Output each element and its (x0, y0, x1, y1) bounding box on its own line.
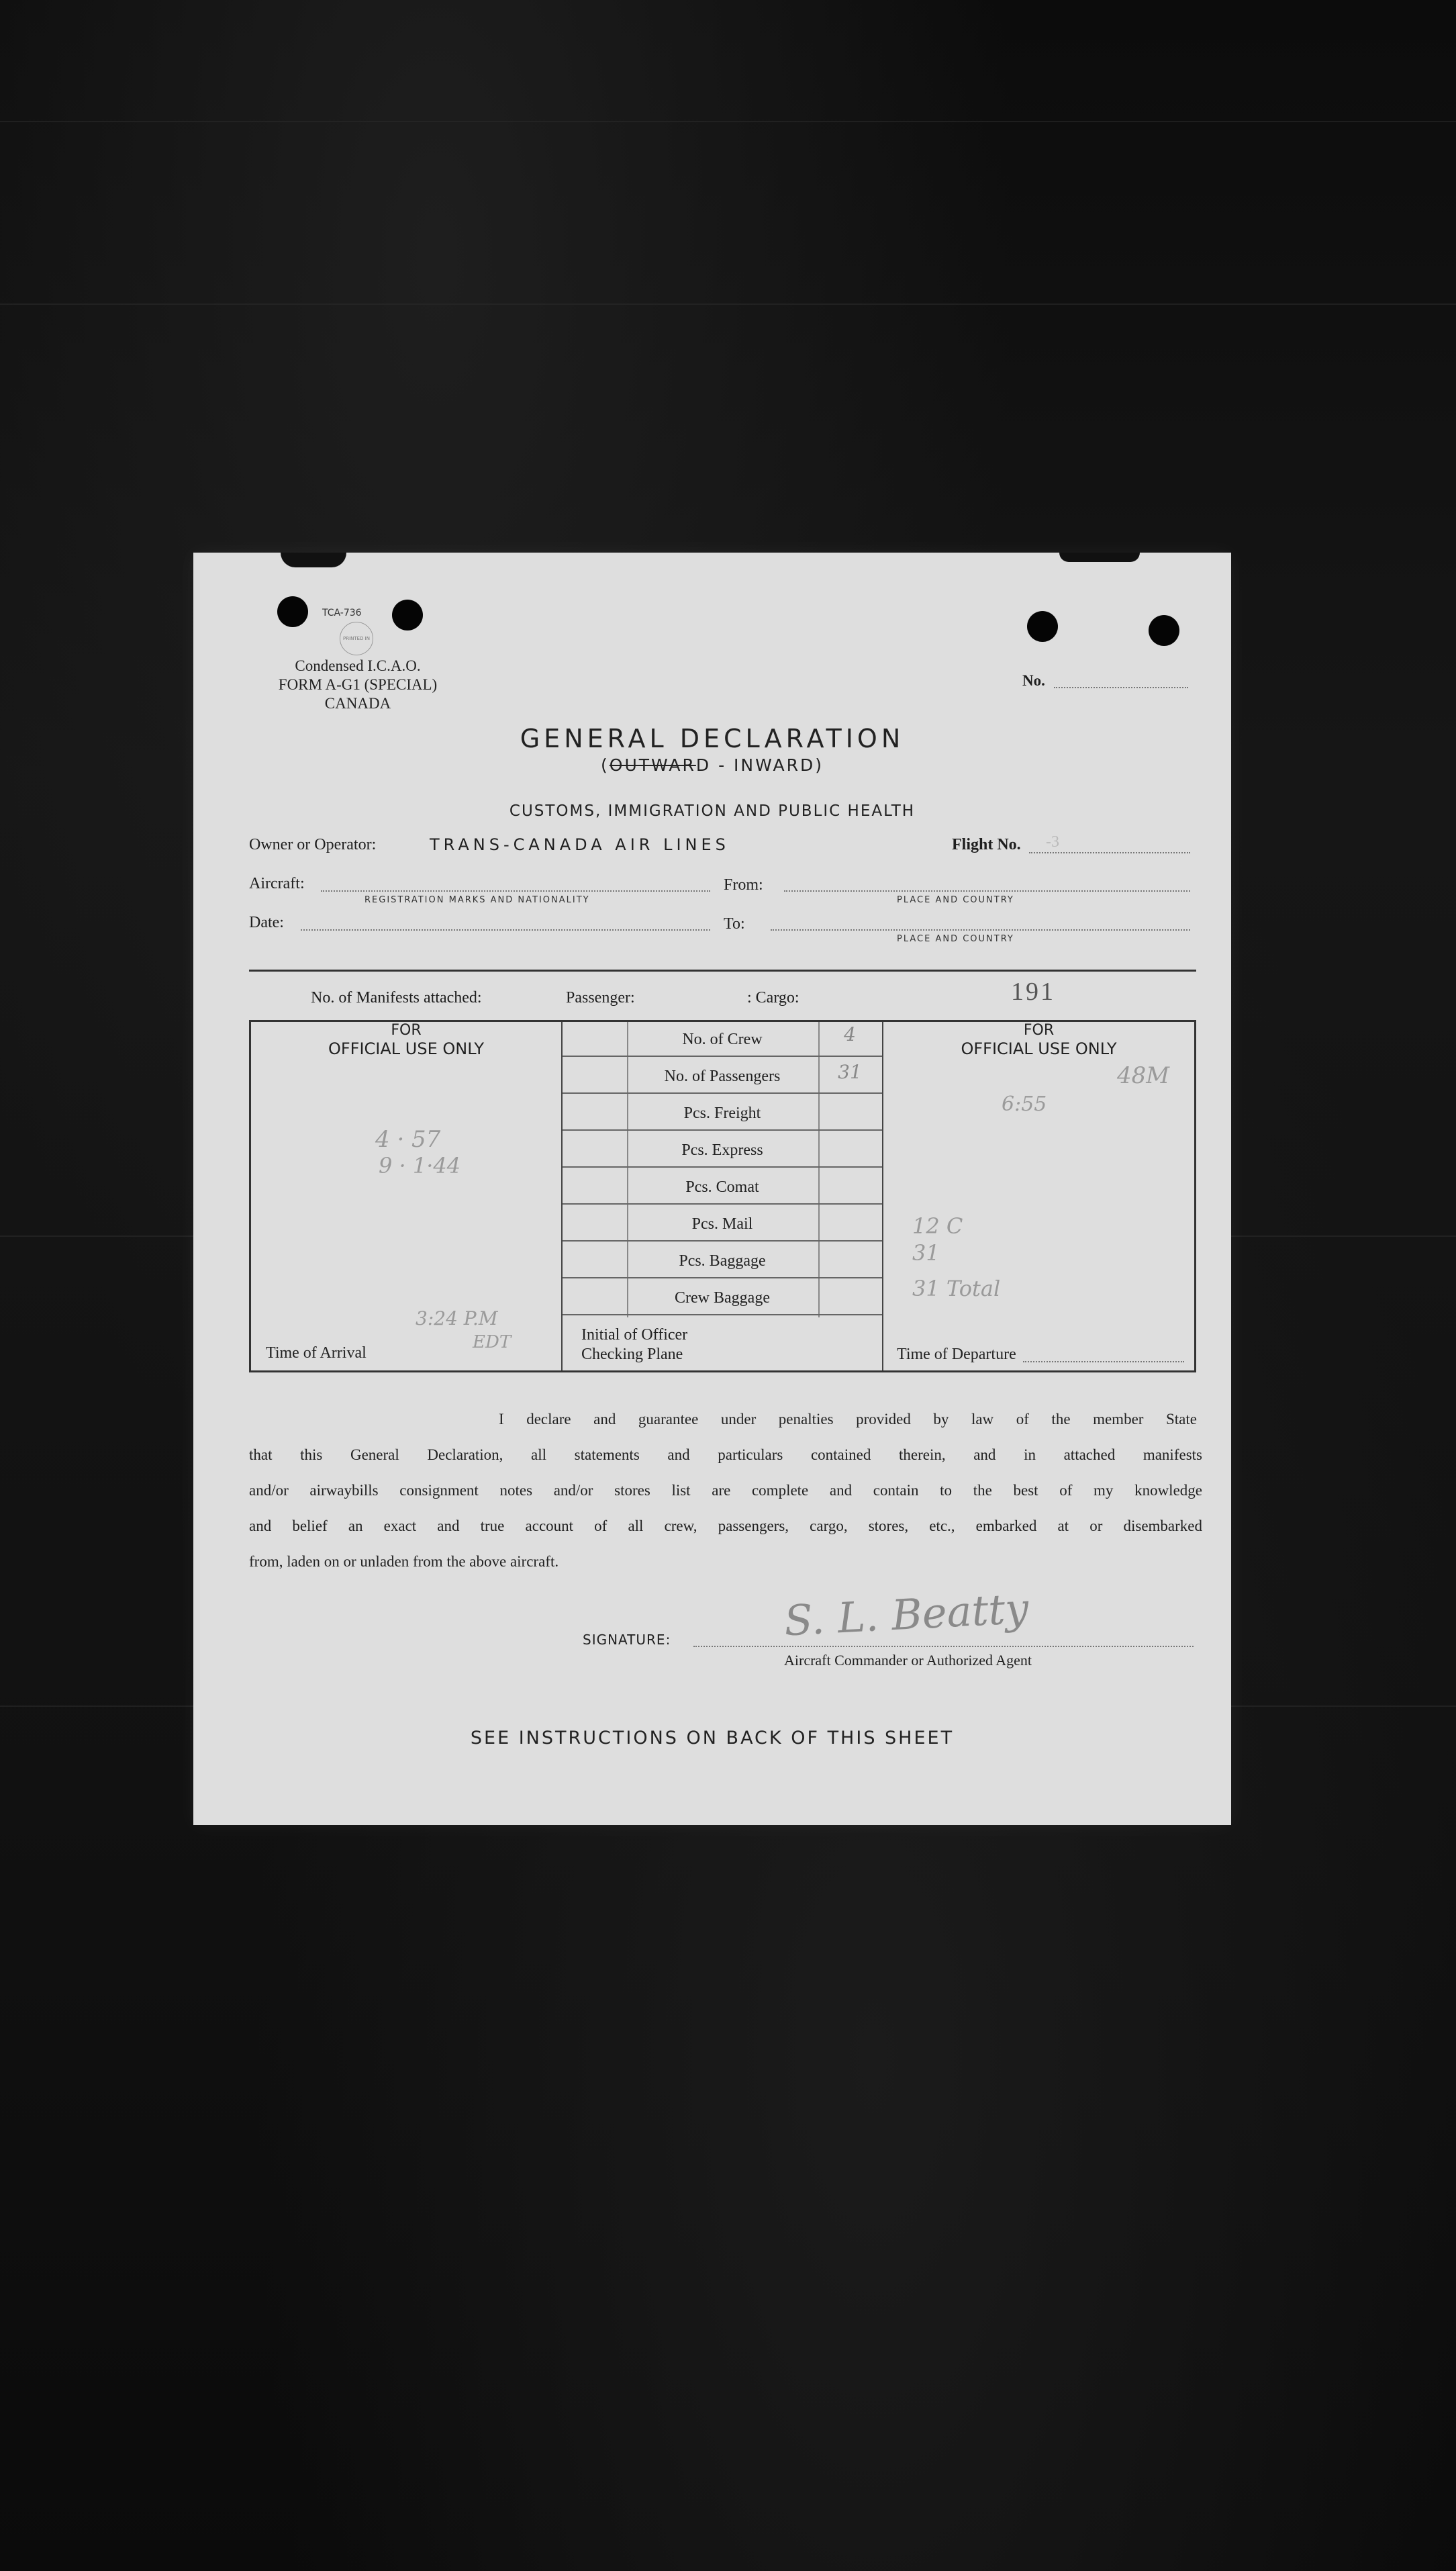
express-label: Pcs. Express (681, 1141, 763, 1159)
torn-edge (281, 553, 346, 567)
flight-value: -3 (1046, 833, 1059, 851)
comat-label: Pcs. Comat (685, 1178, 759, 1196)
section-divider (249, 970, 1196, 972)
table-row-line (563, 1056, 882, 1057)
official-for-right: FOR (1023, 1022, 1055, 1039)
torn-edge (1059, 553, 1140, 562)
handwritten-note: 9 · 1·44 (379, 1153, 461, 1178)
punch-hole-icon (1149, 615, 1179, 646)
handwritten-note: 4 · 57 (375, 1126, 441, 1153)
stamp-number: 191 (1011, 978, 1055, 1006)
form-agencies: CUSTOMS, IMMIGRATION AND PUBLIC HEALTH (509, 802, 916, 820)
freight-label: Pcs. Freight (683, 1105, 761, 1122)
passengers-value: 31 (838, 1061, 862, 1083)
aircraft-label: Aircraft: (249, 875, 305, 892)
manifests-label: No. of Manifests attached: (311, 989, 482, 1007)
signature-line (693, 1646, 1194, 1647)
footer-instructions: SEE INSTRUCTIONS ON BACK OF THIS SHEET (470, 1728, 955, 1748)
owner-value: TRANS-CANADA AIR LINES (430, 835, 730, 854)
handwritten-note: EDT (473, 1332, 512, 1352)
form-title: GENERAL DECLARATION (520, 724, 905, 753)
departure-line (1023, 1361, 1184, 1362)
initial-line: Checking Plane (581, 1346, 683, 1363)
punch-hole-icon (277, 596, 308, 627)
to-label: To: (724, 915, 745, 933)
printer-stamp: PRINTED IN (340, 622, 373, 655)
table-row-line (563, 1203, 882, 1205)
initial-line: Initial of Officer (581, 1326, 688, 1344)
handwritten-note: 31 Total (912, 1276, 1001, 1301)
crew-baggage-label: Crew Baggage (675, 1289, 770, 1307)
form-code: TCA-736 (322, 608, 362, 618)
table-row-line (563, 1092, 882, 1094)
crew-value: 4 (844, 1023, 856, 1045)
number-label: No. (1022, 672, 1045, 689)
to-line (771, 929, 1190, 931)
form-header-line: FORM A-G1 (SPECIAL) (278, 676, 438, 693)
from-caption: PLACE AND COUNTRY (897, 895, 1014, 905)
crew-label: No. of Crew (682, 1031, 763, 1048)
from-line (784, 890, 1190, 892)
table-divider (882, 1022, 883, 1370)
subtitle-struck: OUTWAR (609, 755, 696, 775)
table-row-line (563, 1240, 882, 1242)
passenger-manifest-label: Passenger: (566, 989, 635, 1007)
passengers-label: No. of Passengers (664, 1068, 781, 1085)
number-line (1054, 687, 1188, 688)
signature-caption: Aircraft Commander or Authorized Agent (784, 1652, 1032, 1669)
table-row-line (563, 1129, 882, 1131)
punch-hole-icon (1027, 611, 1058, 642)
handwritten-note: 12 C (912, 1213, 963, 1239)
declaration-line: and/or airwaybills consignment notes and/or stores list are complete and contain to the best of my knowledge (249, 1482, 1202, 1499)
official-use-left: OFFICIAL USE ONLY (328, 1039, 485, 1058)
time-of-arrival-label: Time of Arrival (266, 1344, 367, 1362)
cargo-manifest-label: : Cargo: (747, 989, 799, 1007)
declaration-line: I declare and guarantee under penalties provided by law of the member State (499, 1411, 1197, 1428)
from-label: From: (724, 876, 763, 894)
table-row-line (563, 1166, 882, 1168)
form-header-line: CANADA (324, 695, 391, 712)
form-header-line: Condensed I.C.A.O. (295, 657, 421, 674)
flight-label: Flight No. (952, 836, 1021, 853)
subtitle-paren: ( (601, 755, 610, 775)
date-label: Date: (249, 914, 284, 931)
general-declaration-form (193, 553, 1231, 1825)
owner-label: Owner or Operator: (249, 836, 377, 853)
official-use-right: OFFICIAL USE ONLY (961, 1039, 1117, 1058)
table-row-line (563, 1314, 882, 1315)
official-for-left: FOR (391, 1022, 422, 1039)
punch-hole-icon (392, 600, 423, 630)
to-caption: PLACE AND COUNTRY (897, 934, 1014, 944)
table-row-line (563, 1277, 882, 1278)
handwritten-note: 3:24 P.M (416, 1307, 498, 1329)
handwritten-note: 48M (1117, 1062, 1170, 1089)
aircraft-line (321, 890, 710, 892)
declaration-line: from, laden on or unladen from the above aircraft. (249, 1553, 559, 1570)
table-divider (627, 1022, 628, 1317)
table-divider (561, 1022, 563, 1370)
handwritten-signature: S. L. Beatty (783, 1583, 1030, 1646)
baggage-label: Pcs. Baggage (679, 1252, 766, 1270)
flight-line (1029, 852, 1190, 853)
signature-label: SIGNATURE: (583, 1632, 671, 1648)
aircraft-caption: REGISTRATION MARKS AND NATIONALITY (365, 895, 590, 905)
mail-label: Pcs. Mail (691, 1215, 753, 1233)
declaration-line: that this General Declaration, all statements and particulars contained therein, and in attached manifests (249, 1446, 1202, 1463)
scan-line (0, 121, 1456, 122)
form-header (240, 657, 475, 713)
subtitle-rest: D - INWARD (695, 755, 816, 775)
subtitle-paren: ) (815, 755, 824, 775)
scan-line (0, 303, 1456, 305)
time-of-departure-label: Time of Departure (897, 1346, 1016, 1363)
form-subtitle (193, 755, 1231, 775)
declaration-line: and belief an exact and true account of all crew, passengers, cargo, stores, etc., embarked at or disembarked (249, 1517, 1202, 1534)
initial-of-officer (581, 1325, 687, 1364)
declaration-table (249, 1020, 1196, 1372)
handwritten-note: 31 (912, 1240, 940, 1266)
date-line (301, 929, 710, 931)
handwritten-note: 6:55 (1002, 1092, 1047, 1116)
